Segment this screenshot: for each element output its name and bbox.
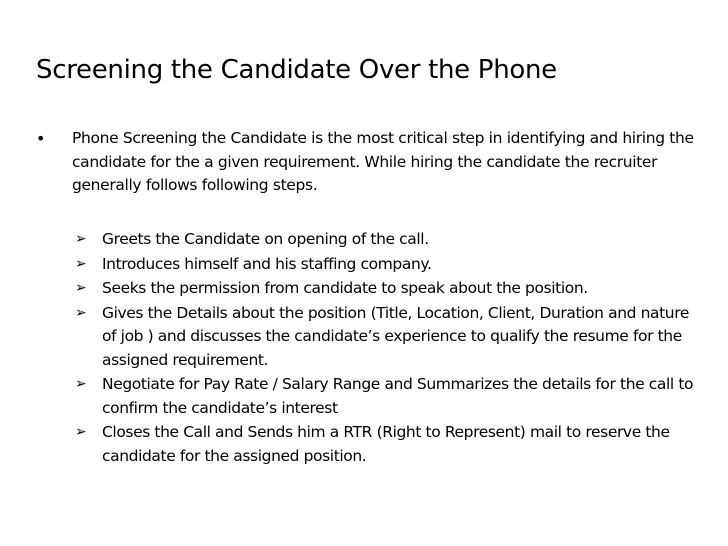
step-text: Seeks the permission from candidate to speak about the position. [102, 279, 588, 297]
arrow-right-icon: ➢ [75, 231, 87, 247]
bullet-dot-icon: • [36, 129, 46, 148]
step-item [75, 253, 705, 277]
arrow-right-icon: ➢ [75, 376, 87, 392]
arrow-right-icon: ➢ [75, 424, 87, 440]
step-item [75, 277, 705, 301]
arrow-right-icon: ➢ [75, 304, 87, 321]
step-item [75, 228, 705, 252]
step-text: Gives the Details about the position (Title, Location, Client, Duration and nature of job ) and discusses the candidate’s experience to qualify the resume for the assigned requirement. [102, 303, 689, 369]
step-text: Greets the Candidate on opening of the call. [102, 230, 429, 248]
step-text: Introduces himself and his staffing company. [102, 254, 432, 273]
main-bullet [36, 127, 700, 198]
arrow-right-icon: ➢ [75, 255, 87, 272]
step-item [75, 373, 705, 420]
slide-title: Screening the Candidate Over the Phone [36, 55, 557, 85]
step-text: Negotiate for Pay Rate / Salary Range and Summarizes the details for the call to confirm the candidate’s interest [102, 375, 694, 417]
step-item [75, 421, 705, 468]
arrow-right-icon: ➢ [75, 280, 87, 296]
steps-list [75, 228, 705, 469]
step-text: Closes the Call and Sends him a RTR (Right to Represent) mail to reserve the candidate for the assigned position. [102, 423, 670, 465]
step-item [75, 302, 705, 373]
main-bullet-text: Phone Screening the Candidate is the most critical step in identifying and hiring the candidate for the a given requirement. While hiring the candidate the recruiter generally follows following steps. [72, 129, 694, 194]
